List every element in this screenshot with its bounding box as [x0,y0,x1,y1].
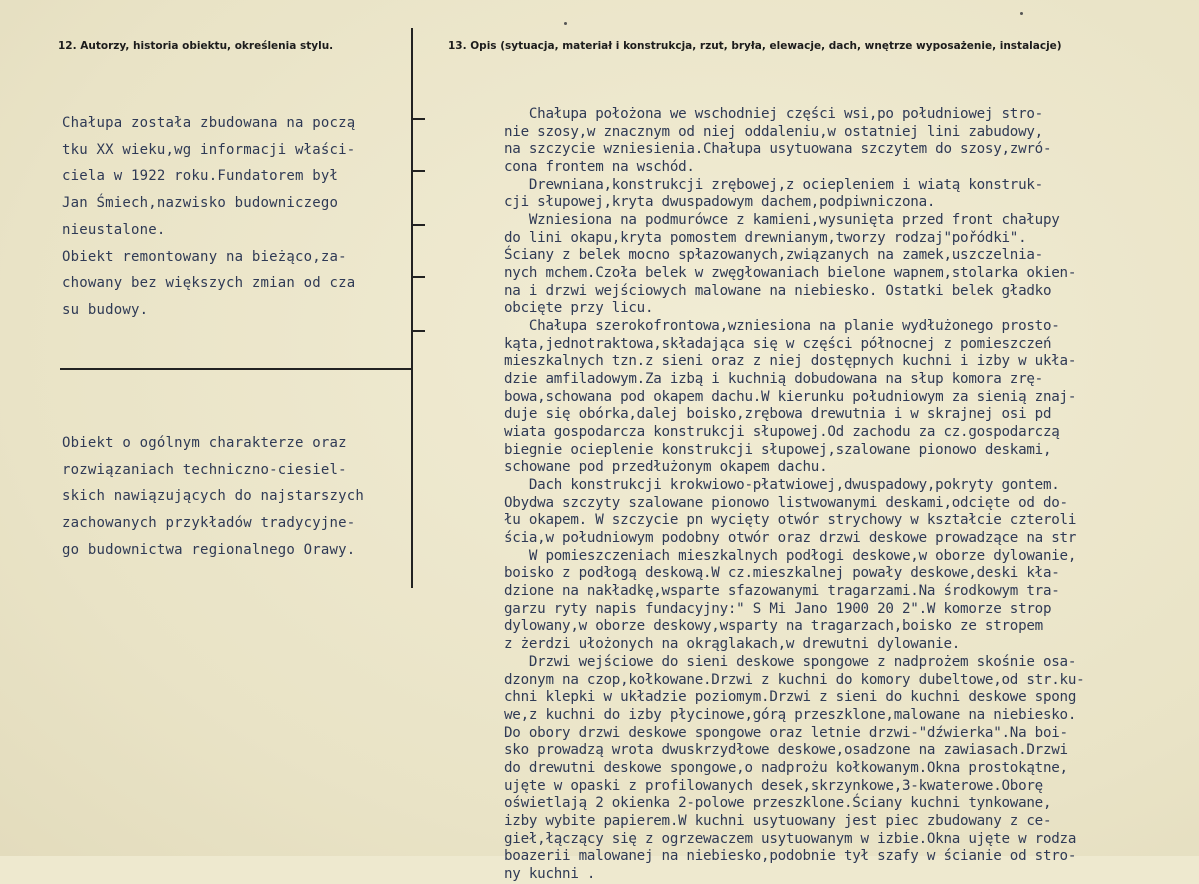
description-text-line: wiata gospodarcza konstrukcji słupowej.Od zachodu za cz.gospodarczą [504,424,1060,441]
section-divider [60,368,412,370]
description-text-line: we,z kuchni do izby płycinowe,górą przeszklone,malowane na niebiesko. [504,706,1077,723]
section-13-heading: 13. Opis (sytuacja, materiał i konstrukcja, rzut, bryła, elewacje, dach, wnętrze wyposażenie, instalacje) [448,40,1062,52]
history-text-line: chowany bez większych zmian od cza [62,275,356,292]
description-text-line: z żerdzi ułożonych na okrąglakach,w drewutni dylowanie. [504,636,961,653]
description-text-line: mieszkalnych tzn.z sieni oraz z niej dostępnych kuchni i izby w ukła- [504,353,1077,370]
ruler-tick [411,170,425,172]
description-text-line: Ściany z belek mocno spłazowanych,związanych na zamek,uszczelnia- [504,247,1043,264]
description-text-line: garzu ryty napis fundacyjny:" S Mi Jano 1900 20 2".W komorze strop [504,600,1052,617]
description-text-line: Obydwa szczyty szalowane pionowo listwowanymi deskami,odcięte od do- [504,494,1068,511]
description-text-line: ścia,w południowym podobny otwór oraz drzwi deskowe prowadzące na str [504,530,1077,547]
description-text-line: Drzwi wejściowe do sieni deskowe spongowe z nadprożem skośnie osa- [504,653,1077,670]
description-text-line: ujęte w opaski z profilowanych desek,skrzynkowe,3-kwaterowe.Oborę [504,777,1043,794]
ruler-tick [411,276,425,278]
history-text-block [62,110,355,324]
history-text-line: ciela w 1922 roku.Fundatorem był [62,168,339,185]
description-text-line: Chałupa szerokofrontowa,wzniesiona na planie wydłużonego prosto- [504,318,1060,335]
description-text-line: chni klepki w układzie poziomym.Drzwi z sieni do kuchni deskowe spong [504,689,1077,706]
description-text-line: Wzniesiona na podmurówce z kamieni,wysunięta przed front chałupy [504,212,1060,229]
description-text-line: cji słupowej,kryta dwuspadowym dachem,podpiwniczona. [504,194,936,211]
description-text-line: nych mchem.Czoła belek w zwęgłowaniach bielone wapnem,stolarka okien- [504,265,1077,282]
description-text-line: sko prowadzą wrota dwuskrzydłowe deskowe,osadzone na zawiasach.Drzwi [504,742,1068,759]
style-text-line: zachowanych przykładów tradycyjne- [62,515,356,532]
description-text-line: boisko z podłogą deskową.W cz.mieszkalnej powały deskowe,deski kła- [504,565,1060,582]
history-text-line: Obiekt remontowany na bieżąco,za- [62,248,347,265]
description-text-block [504,106,1084,884]
description-text-line: Drewniana,konstrukcji zrębowej,z ociepleniem i wiatą konstruk- [504,176,1043,193]
ruler-tick [411,224,425,226]
history-text-line: Jan Śmiech,nazwisko budowniczego [62,195,339,212]
history-text-line: tku XX wieku,wg informacji właści- [62,141,356,158]
description-text-line: dzie amfiladowym.Za izbą i kuchnią dobudowana na słup komora zrę- [504,371,1043,388]
paper-speck [1020,12,1023,15]
paper-speck [564,22,567,25]
description-text-line: dzonym na czop,kołkowane.Drzwi z kuchni do komory dubeltowe,od str.ku- [504,671,1085,688]
description-text-line: do lini okapu,kryta pomostem drewnianym,tworzy rodzaj"pořódki". [504,229,1027,246]
description-text-line: do drewutni deskowe spongowe,o nadprożu kołkowanym.Okna prostokątne, [504,759,1068,776]
description-text-line: łu okapem. W szczycie pn wycięty otwór strychowy w kształcie czteroli [504,512,1077,529]
description-text-line: Dach konstrukcji krokwiowo-płatwiowej,dwuspadowy,pokryty gontem. [504,477,1060,494]
description-text-line: ny kuchni . [504,865,596,882]
section-12-heading: 12. Autorzy, historia obiektu, określenia stylu. [58,40,334,52]
style-text-line: rozwiązaniach techniczno-ciesiel- [62,461,347,478]
description-text-line: izby wybite papierem.W kuchni usytuowany jest piec zbudowany z ce- [504,812,1052,829]
description-text-line: dzione na nakładkę,wsparte sfazowanymi tragarzami.Na środkowym tra- [504,583,1060,600]
description-text-line: bowa,schowana pod okapem dachu.W kierunku południowym za sienią znaj- [504,388,1077,405]
description-text-line: na szczycie wzniesienia.Chałupa usytuowana szczytem do szosy,zwró- [504,141,1052,158]
style-text-line: skich nawiązujących do najstarszych [62,488,365,505]
description-text-line: kąta,jednotraktowa,składająca się w części północnej z pomieszczeń [504,335,1052,352]
description-text-line: Do obory drzwi deskowe spongowe oraz letnie drzwi-"dźwierka".Na boi- [504,724,1068,741]
style-text-line: go budownictwa regionalnego Orawy. [62,541,356,558]
history-text-line: su budowy. [62,301,149,318]
column-divider [411,28,413,588]
description-text-line: duje się obórka,dalej boisko,zrębowa drewutnia i w skrajnej osi pd [504,406,1052,423]
ruler-tick [411,118,425,120]
ruler-tick [411,330,425,332]
style-text-block [62,430,364,564]
description-text-line: oświetlają 2 okienka 2-polowe przeszklone.Ściany kuchni tynkowane, [504,795,1052,812]
description-text-line: schowane pod przedłużonym okapem dachu. [504,459,828,476]
description-text-line: cona frontem na wschód. [504,159,695,176]
description-text-line: obcięte przy licu. [504,300,654,317]
description-text-line: W pomieszczeniach mieszkalnych podłogi deskowe,w oborze dylowanie, [504,547,1077,564]
description-text-line: Chałupa położona we wschodniej części wsi,po południowej stro- [504,106,1043,122]
description-text-line: boazerii malowanej na niebiesko,podobnie tył szafy w ścianie od stro- [504,848,1077,865]
description-text-line: dylowany,w oborze deskowy,wsparty na tragarzach,boisko ze stropem [504,618,1043,635]
description-text-line: biegnie ocieplenie konstrukcji słupowej,szalowane pionowo deskami, [504,441,1052,458]
history-text-line: nieustalone. [62,221,166,238]
history-text-line: Chałupa została zbudowana na począ [62,115,356,131]
description-text-line: gieł,łączący się z ogrzewaczem usytuowanym w izbie.Okna ujęte w rodza [504,830,1077,847]
description-text-line: nie szosy,w znacznym od niej oddaleniu,w ostatniej lini zabudowy, [504,123,1043,140]
style-text-line: Obiekt o ogólnym charakterze oraz [62,435,347,451]
description-text-line: na i drzwi wejściowych malowane na niebiesko. Ostatki belek gładko [504,282,1052,299]
